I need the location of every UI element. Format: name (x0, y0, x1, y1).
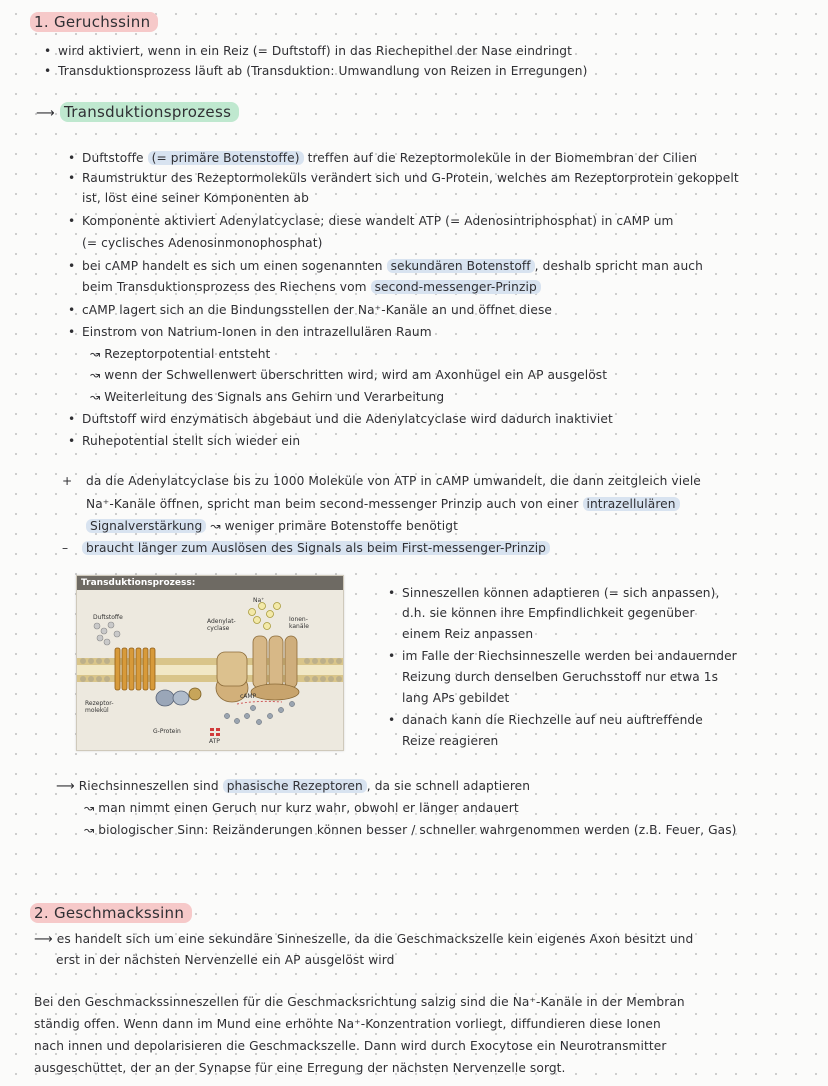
section2-arrow-line: ⟶ es handelt sich um eine sekundäre Sinneszelle, da die Geschmackszelle kein eigenes Axon besitzt und (34, 932, 694, 947)
transduction-subheading: ⟶ Transduktionsprozess (36, 104, 239, 122)
section2-para-1: Bei den Geschmackssinneszellen für die Geschmacksrichtung salzig sind die Na⁺-Kanäle in der Membran (34, 995, 685, 1009)
side-note-7: • danach kann die Riechzelle auf neu auftreffende (402, 712, 703, 728)
process-bullet-3: • Komponente aktiviert Adenylatcyclase; diese wandelt ATP (= Adenosintriphosphat) in cAMP um (82, 213, 674, 229)
side-note-8: Reize reagieren (402, 734, 499, 748)
signal-arrow (237, 701, 282, 704)
duftstoff-molecules (94, 622, 120, 645)
transduction-diagram (77, 576, 343, 750)
minus-line: braucht länger zum Auslösen des Signals als beim First-messenger-Prinzip (82, 540, 550, 556)
section2-para-4: ausgeschüttet, der an der Synapse für eine Erregung der nächsten Nervenzelle sorgt. (34, 1061, 566, 1075)
phasic-sub-1: ↝ man nimmt einen Geruch nur kurz wahr, obwohl er länger andauert (84, 801, 519, 815)
process-bullet-2-cont: ist, löst eine seiner Komponenten ab (82, 191, 309, 205)
side-note-5: Reizung durch denselben Geruchsstoff nur etwa 1s (402, 670, 719, 684)
na-ions (249, 603, 281, 630)
side-note-6: lang APs gebildet (402, 691, 510, 705)
section1-heading: 1. Geruchssinn (30, 14, 158, 30)
process-bullet-1: • Duftstoffe (= primäre Botenstoffe) treffen auf die Rezeptormoleküle in der Biomembran der Cilien (82, 150, 697, 166)
process-bullet-8: • Ruhepotential stellt sich wieder ein (82, 433, 300, 449)
side-note-1: • Sinneszellen können adaptieren (= sich anpassen), (402, 585, 719, 601)
process-bullet-3-cont: (= cyclisches Adenosinmonophosphat) (82, 236, 323, 250)
label-adenylatcyclase: Adenylat- cyclase (207, 618, 236, 632)
process-sub-3: ↝ Weiterleitung des Signals ans Gehirn und Verarbeitung (90, 390, 445, 404)
label-camp: cAMP (240, 693, 257, 700)
label-ionenkanaele: Ionen- kanäle (289, 616, 309, 630)
section2-para-3: nach innen und depolarisieren die Geschmackszelle. Dann wird durch Exocytose ein Neurotransmitter (34, 1039, 667, 1053)
transduction-figure (76, 575, 344, 751)
label-rezeptormolekuel: Rezeptor- molekül (85, 700, 114, 714)
side-note-4: • im Falle der Riechsinneszelle werden bei andauernder (402, 648, 737, 664)
process-sub-1: ↝ Rezeptorpotential entsteht (90, 347, 271, 361)
side-note-3: einem Reiz anpassen (402, 627, 534, 641)
arrow-icon: ⟶ (34, 932, 53, 947)
process-bullet-5: • cAMP lagert sich an die Bindungsstellen der Na⁺-Kanäle an und öffnet diese (82, 302, 552, 318)
section2-heading: 2. Geschmackssinn (30, 905, 192, 921)
process-bullet-7: • Duftstoff wird enzymatisch abgebaut und die Adenylatcyclase wird dadurch inaktiviet (82, 411, 613, 427)
process-bullet-2: • Raumstruktur des Rezeptormoleküls verändert sich und G-Protein, welches am Rezeptorprotein gekoppelt (82, 170, 739, 186)
figure-title: Transduktionsprozess: (77, 576, 343, 590)
process-bullet-6: • Einstrom von Natrium-Ionen in den intrazellulären Raum (82, 324, 432, 340)
plus-sign: + (62, 474, 73, 488)
section1-bullet-2: • Transduktionsprozess läuft ab (Transduktion: Umwandlung von Reizen in Erregungen) (58, 63, 587, 79)
plus-line-1: da die Adenylatcyclase bis zu 1000 Moleküle von ATP in cAMP umwandelt, die dann zeitgleich viele (86, 474, 701, 488)
plus-line-3: Signalverstärkung ↝ weniger primäre Botenstoffe benötigt (86, 518, 458, 534)
process-sub-2: ↝ wenn der Schwellenwert überschritten wird, wird am Axonhügel ein AP ausgelöst (90, 368, 608, 382)
arrow-icon: ⟶ (36, 106, 55, 121)
plus-line-2: Na⁺-Kanäle öffnen, spricht man beim second-messenger Prinzip auch von einer intrazellulären (86, 496, 680, 512)
arrow-icon: ⟶ (56, 779, 75, 794)
phasic-sub-2: ↝ biologischer Sinn: Reizänderungen können besser / schneller wahrgenommen werden (z.B. Feuer, Gas) (84, 823, 737, 837)
g-protein (156, 688, 201, 706)
phasic-line: ⟶ Riechsinneszellen sind phasische Rezeptoren , da sie schnell adaptieren (56, 779, 531, 794)
process-bullet-4: • bei cAMP handelt es sich um einen sogenannten sekundären Botenstoff , deshalb spricht man auch (82, 258, 703, 274)
ion-channel (251, 636, 299, 700)
side-note-2: d.h. sie können ihre Empfindlichkeit gegenüber (402, 606, 695, 620)
label-na: Na⁺ (253, 597, 265, 604)
minus-sign: – (62, 541, 69, 555)
atp-symbol (210, 728, 220, 736)
label-gprotein: G-Protein (153, 728, 181, 735)
section2-para-2: ständig offen. Wenn dann im Mund eine erhöhte Na⁺-Konzentration vorliegt, diffundieren diese Ionen (34, 1017, 661, 1031)
section2-arrow-cont: erst in der nächsten Nervenzelle ein AP ausgelöst wird (56, 953, 395, 967)
label-duftstoffe: Duftstoffe (93, 614, 123, 621)
section1-bullet-1: • wird aktiviert, wenn in ein Reiz (= Duftstoff) in das Riechepithel der Nase eindringt (58, 43, 572, 59)
process-bullet-4-cont: beim Transduktionsprozess des Riechens vom second-messenger-Prinzip (82, 279, 541, 295)
camp-molecules (224, 701, 294, 724)
label-atp: ATP (209, 738, 220, 745)
